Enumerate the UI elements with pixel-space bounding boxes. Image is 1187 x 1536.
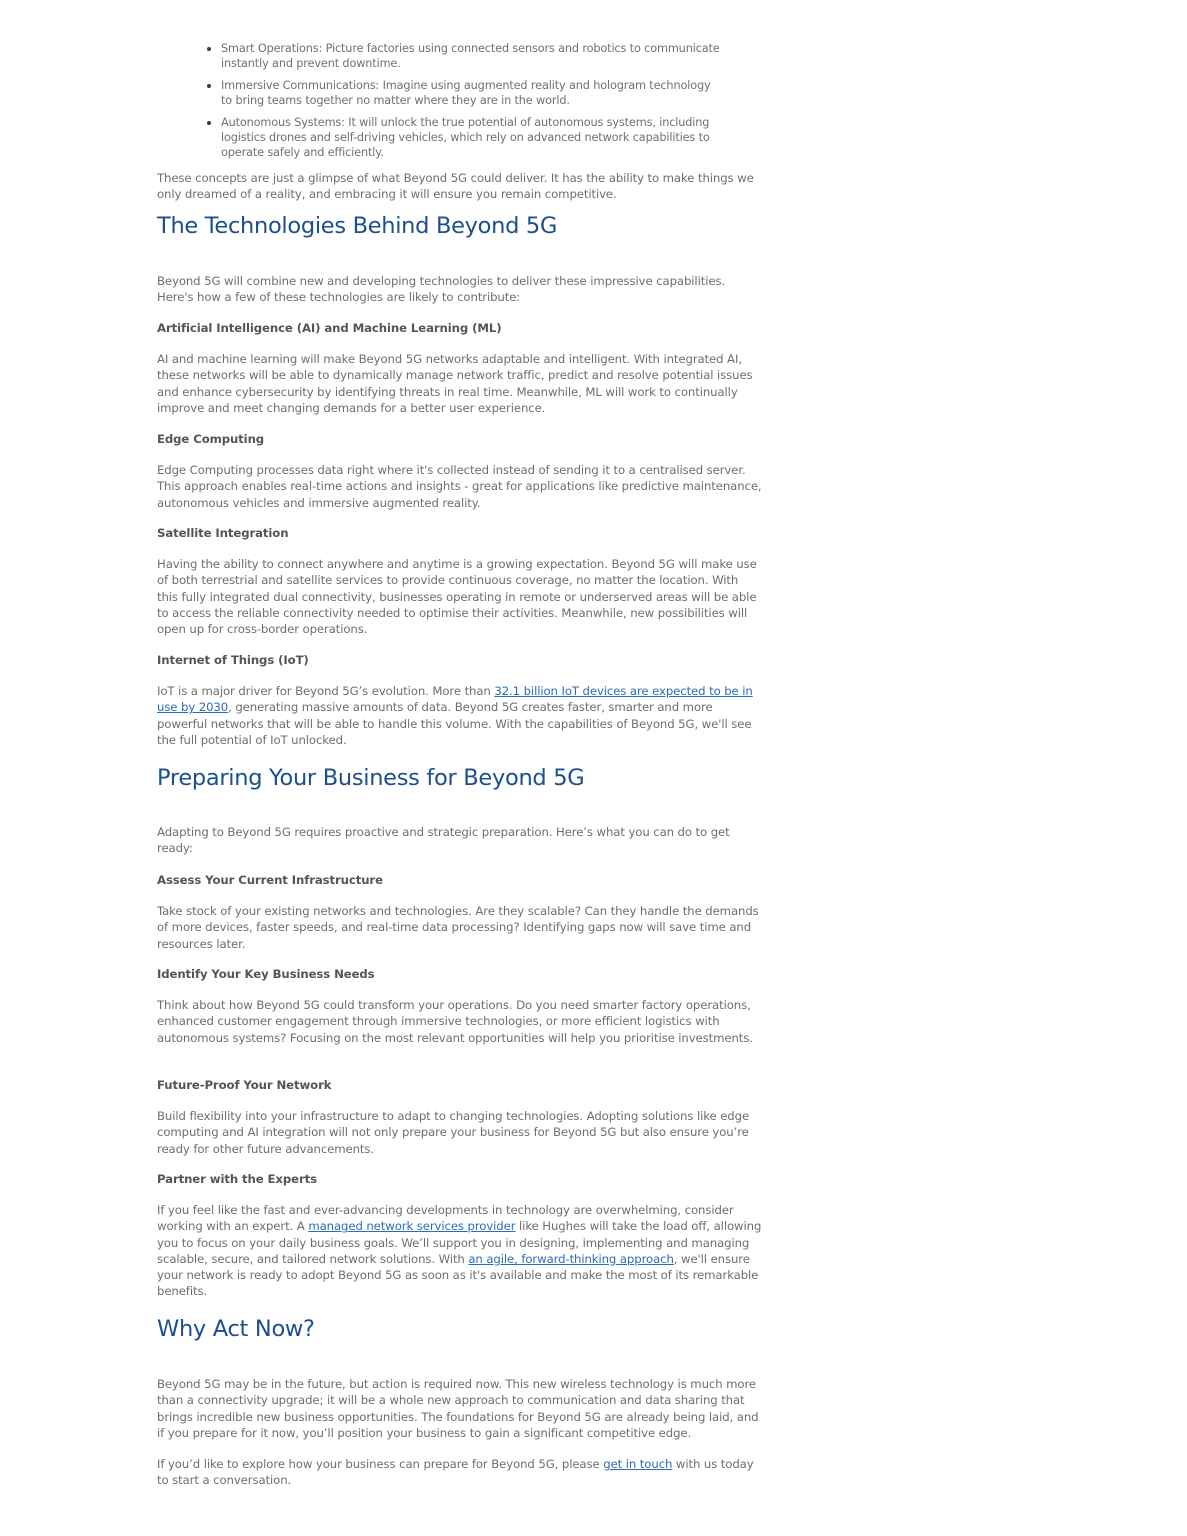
bullet-text: Autonomous Systems: It will unlock the true potential of autonomous systems, including logistics drones and self-driving vehicles, which rely on advanced network capabilities to operate safely and efficiently. <box>221 116 710 159</box>
cta-text-before: If you’d like to explore how your business can prepare for Beyond 5G, please <box>157 1457 604 1471</box>
section-heading-technologies: The Technologies Behind Beyond 5G <box>157 213 558 239</box>
section-heading-preparing: Preparing Your Business for Beyond 5G <box>157 765 585 791</box>
subheading-iot: Internet of Things (IoT) <box>157 653 309 667</box>
section-heading-why-act-now: Why Act Now? <box>157 1316 315 1342</box>
bullet-text: Immersive Communications: Imagine using augmented reality and hologram technology to bring teams together no matter where they are in the world. <box>221 79 711 107</box>
subheading-edge-computing: Edge Computing <box>157 432 265 446</box>
subheading-assess-infrastructure: Assess Your Current Infrastructure <box>157 873 383 887</box>
technologies-intro-paragraph: Beyond 5G will combine new and developing technologies to deliver these impressive capabilities. Here's how a few of these technologies are likely to contribute: <box>157 274 726 305</box>
iot-paragraph <box>157 683 762 748</box>
get-in-touch-link[interactable]: get in touch <box>603 1457 673 1471</box>
cta-paragraph <box>157 1456 762 1489</box>
cta-text-after: with us today to start a conversation. <box>157 1457 754 1488</box>
bullet-item <box>221 115 721 160</box>
key-business-needs-paragraph: Think about how Beyond 5G could transform your operations. Do you need smarter factory operations, enhanced customer engagement through immersive technologies, or more efficient logistics with autonomous systems? Focusing on the most relevant opportunities will help you prioritise investments. <box>157 998 753 1045</box>
ai-ml-paragraph: AI and machine learning will make Beyond 5G networks adaptable and intelligent. With integrated AI, these networks will be able to dynamically manage network traffic, predict and resolve potential issues and enhance cybersecurity by identifying threats in real time. Meanwhile, ML will work to continually improve and meet changing demands for a better user experience. <box>157 352 753 415</box>
managed-network-services-link[interactable]: managed network services provider <box>308 1219 516 1234</box>
bullet-dot-icon <box>207 84 211 88</box>
edge-computing-paragraph: Edge Computing processes data right where it's collected instead of sending it to a centralised server. This approach enables real-time actions and insights - great for applications like predictive maintenance, autonomous vehicles and immersive augmented reality. <box>157 463 762 510</box>
subheading-future-proof: Future-Proof Your Network <box>157 1078 332 1092</box>
bullet-item <box>221 78 721 108</box>
subheading-key-business-needs: Identify Your Key Business Needs <box>157 967 375 981</box>
bullet-dot-icon <box>207 47 211 51</box>
intro-bullet-list <box>221 41 721 167</box>
why-act-now-paragraph: Beyond 5G may be in the future, but action is required now. This new wireless technology is much more than a connectivity upgrade; it will be a whole new approach to communication and data sharing that brings incredible new business opportunities. The foundations for Beyond 5G are already being laid, and if you prepare for it now, you’ll position your business to gain a significant competitive edge. <box>157 1377 759 1440</box>
iot-text-before: IoT is a major driver for Beyond 5G’s evolution. More than <box>157 684 495 698</box>
agile-approach-link[interactable]: an agile, forward-thinking approach <box>468 1251 674 1266</box>
iot-text-after: , generating massive amounts of data. Beyond 5G creates faster, smarter and more powerful networks that will be able to handle this volume. With the capabilities of Beyond 5G, we'll see the full potential of IoT unlocked. <box>157 700 752 747</box>
partner-experts-paragraph <box>157 1202 762 1300</box>
partner-text-2: like Hughes will take the load off, allowing you to focus on your daily business goals. We’ll support you in designing, implementing and managing scalable, secure, and tailored network solutions. With <box>157 1219 762 1266</box>
partner-text-1: If you feel like the fast and ever-advancing developments in technology are overwhelming, consider working with an expert. A <box>157 1203 734 1234</box>
iot-statistic-link[interactable]: 32.1 billion IoT devices are expected to be in use by 2030 <box>157 684 753 715</box>
bullet-dot-icon <box>207 121 211 125</box>
subheading-ai-ml: Artificial Intelligence (AI) and Machine Learning (ML) <box>157 321 502 335</box>
bullet-text: Smart Operations: Picture factories using connected sensors and robotics to communicate instantly and prevent downtime. <box>221 42 720 70</box>
bullet-item <box>221 41 721 71</box>
preparing-intro-paragraph: Adapting to Beyond 5G requires proactive and strategic preparation. Here’s what you can do to get ready: <box>157 825 730 856</box>
subheading-satellite-integration: Satellite Integration <box>157 526 289 540</box>
subheading-partner-experts: Partner with the Experts <box>157 1172 317 1186</box>
future-proof-paragraph: Build flexibility into your infrastructure to adapt to changing technologies. Adopting solutions like edge computing and AI integration will not only prepare your business for Beyond 5G but also ensure you’re ready for other future advancements. <box>157 1109 750 1156</box>
assess-infrastructure-paragraph: Take stock of your existing networks and technologies. Are they scalable? Can they handle the demands of more devices, faster speeds, and real-time data processing? Identifying gaps now will save time and resources later. <box>157 904 759 951</box>
partner-text-3: , we'll ensure your network is ready to adopt Beyond 5G as soon as it's available and make the most of its remarkable benefits. <box>157 1251 759 1299</box>
intro-closing-paragraph: These concepts are just a glimpse of what Beyond 5G could deliver. It has the ability to make things we only dreamed of a reality, and embracing it will ensure you remain competitive. <box>157 171 754 202</box>
satellite-integration-paragraph: Having the ability to connect anywhere and anytime is a growing expectation. Beyond 5G will make use of both terrestrial and satellite services to provide continuous coverage, no matter the location. With this fully integrated dual connectivity, businesses operating in remote or underserved areas will be able to access the reliable connectivity needed to optimise their activities. Meanwhile, new possibilities will open up for cross-border operations. <box>157 557 757 637</box>
